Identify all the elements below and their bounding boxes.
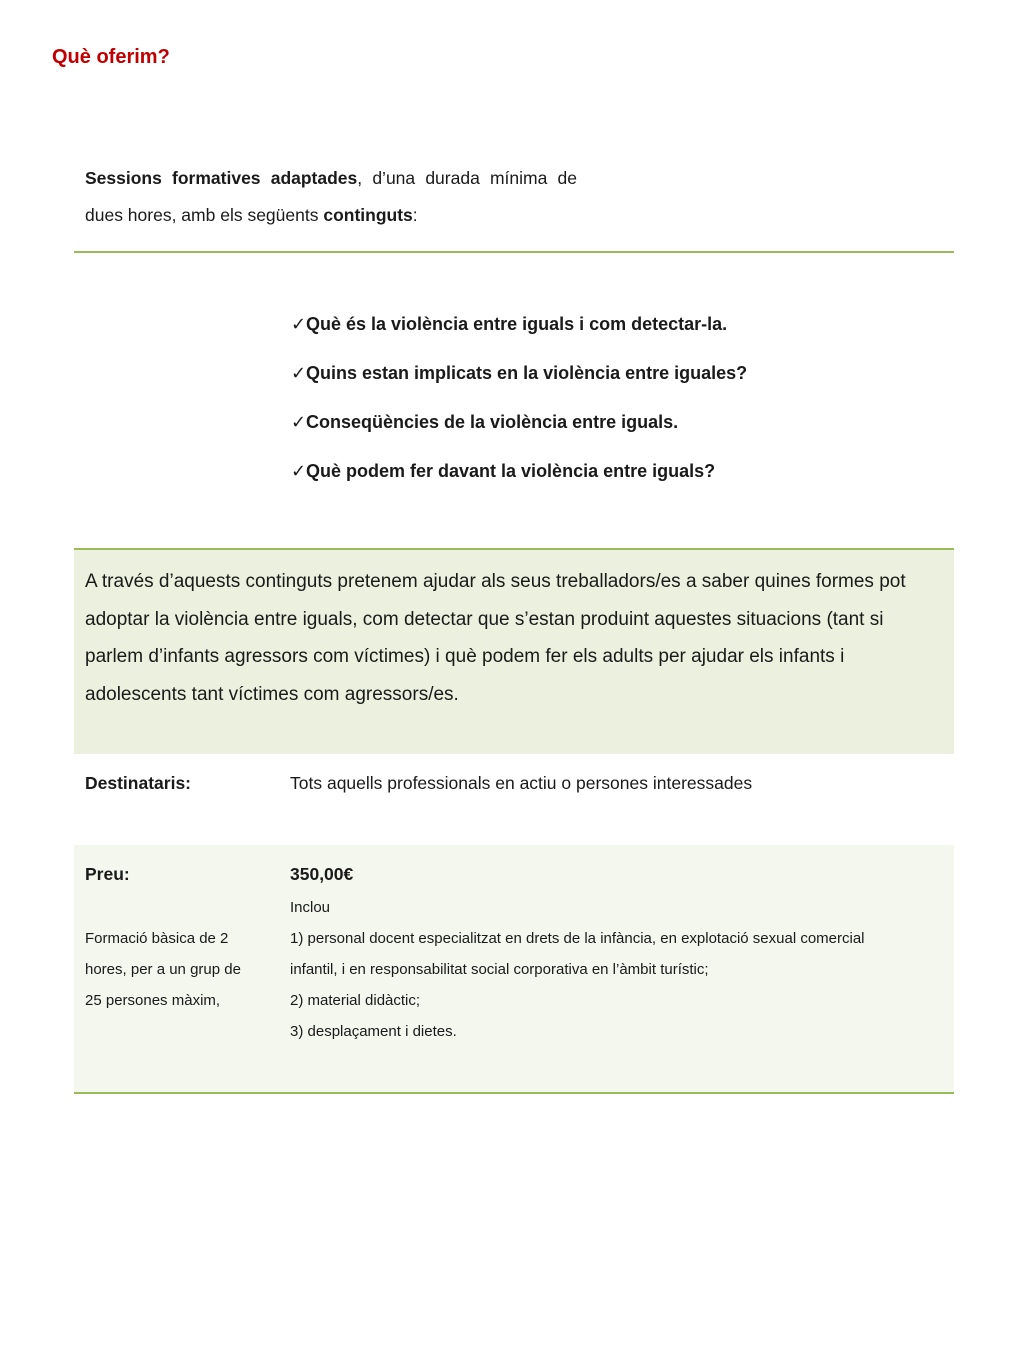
price-description [85,923,255,1016]
checklist-item-text: Què és la violència entre iguals i com detectar-la. [306,314,728,334]
price-includes [290,892,865,1047]
contents-checklist [291,312,747,508]
intro-text-middle: , d’una durada mínima de dues hores, amb els següents [85,168,577,225]
checkmark-icon: ✓ [291,461,307,481]
checklist-item-text: Conseqüències de la violència entre iguals. [306,412,679,432]
description-band [74,548,954,754]
checklist-item [291,361,747,410]
includes-line: 1) personal docent especialitzat en drets de la infància, en explotació sexual comercial [290,930,865,947]
top-divider [74,251,954,253]
price-description-line: 25 persones màxim, [85,992,221,1009]
price-label: Preu: [85,864,130,884]
intro-strong-lead: Sessions formatives adaptades [85,168,358,188]
page-title: Què oferim? [52,46,170,68]
checklist-item-text: Quins estan implicats en la violència entre iguales? [306,363,748,383]
price-description-line: Formació bàsica de 2 [85,930,229,947]
recipients-value: Tots aquells professionals en actiu o persones interessades [290,773,753,793]
includes-line: 3) desplaçament i dietes. [290,1023,457,1040]
includes-line: infantil, i en responsabilitat social corporativa en l’àmbit turístic; [290,961,709,978]
price-description-line: hores, per a un grup de [85,961,241,978]
price-amount: 350,00€ [290,864,354,884]
intro-strong-tail: continguts [323,205,413,225]
checkmark-icon: ✓ [291,363,307,383]
recipients-label: Destinataris: [85,773,192,793]
checkmark-icon: ✓ [291,412,307,432]
checklist-item [291,459,747,508]
description-text: A través d’aquests continguts pretenem ajudar als seus treballadors/es a saber quines formes pot adoptar la violència entre iguals, com detectar que s’estan produint aquestes situacions (tant si parlem d’infants agressors com víctimes) i què podem fer els adults per ajudar els infants i adolescents tant víctimes com agressors/es. [85,571,906,705]
price-section [74,845,954,1094]
checklist-item-text: Què podem fer davant la violència entre iguals? [306,461,716,481]
checklist-item [291,312,747,361]
includes-line: 2) material didàctic; [290,992,421,1009]
intro-paragraph [85,160,577,234]
intro-text-end: : [412,205,418,225]
includes-line: Inclou [290,899,331,916]
checklist-item [291,410,747,459]
checkmark-icon: ✓ [291,314,307,334]
